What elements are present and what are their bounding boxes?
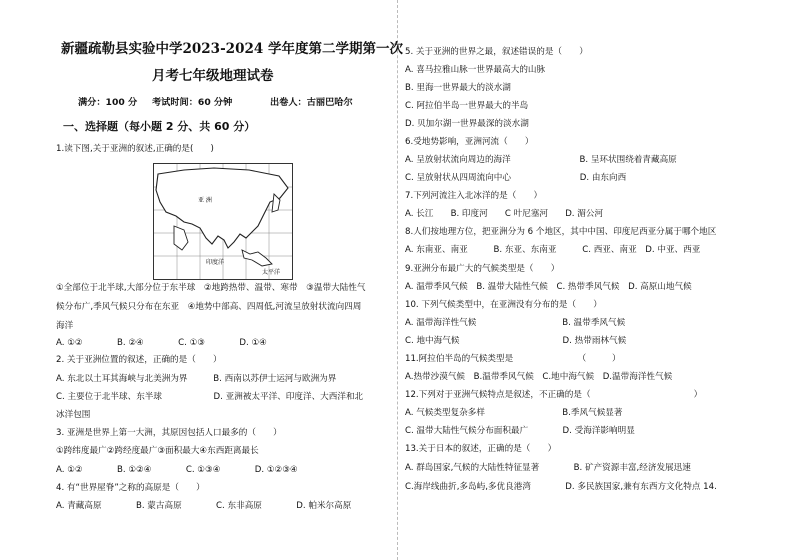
left-line: A. ①② B. ②④ C. ①③ D. ①④ <box>56 338 267 348</box>
exam-time: 考试时间：60 分钟 <box>152 97 233 108</box>
left-line: 候分布广,季风气候只分布在东亚 ④地势中部高、四周低,河流呈放射状流向四周 <box>56 302 362 312</box>
right-line: C. 温带大陆性气候分布面积最广 D. 受海洋影响明显 <box>405 426 635 436</box>
map-label-indian-ocean: 印度洋 <box>206 259 225 266</box>
right-line: 13.关于日本的叙述，正确的是（ ） <box>405 444 557 454</box>
left-line: ①跨纬度最广②跨经度最广③面积最大④东西距离最长 <box>56 446 259 456</box>
left-line: 冰洋包围 <box>56 410 91 420</box>
right-line: 11.阿拉伯半岛的气候类型是 （ ） <box>405 354 621 364</box>
left-line: 2. 关于亚洲位置的叙述，正确的是（ ） <box>56 355 222 365</box>
right-line: A. 群岛国家,气候的大陆性特征显著 B. 矿产资源丰富,经济发展迅速 <box>405 463 691 473</box>
left-line: A. 东北以土耳其海峡与北美洲为界 B. 西南以苏伊士运河与欧洲为界 <box>56 374 337 384</box>
section-title: 一、选择题（每小题 2 分、共 60 分） <box>63 120 256 133</box>
right-line: 6.受地势影响，亚洲河流（ ） <box>405 137 534 147</box>
right-line: 5. 关于亚洲的世界之最，叙述错误的是（ ） <box>405 47 588 57</box>
asia-map <box>153 163 293 280</box>
right-line: A. 呈放射状流向周边的海洋 B. 呈环状围绕着青藏高原 <box>405 155 677 165</box>
left-line: C. 主要位于北半球、东半球 D. 亚洲被太平洋、印度洋、大西洋和北 <box>56 392 364 402</box>
left-line: A. 青藏高原 B. 蒙古高原 C. 东非高原 D. 帕米尔高原 <box>56 501 352 511</box>
exam-title-line2: 月考七年级地理试卷 <box>152 68 274 84</box>
left-line: A. ①② B. ①②④ C. ①③④ D. ①②③④ <box>56 465 298 475</box>
column-divider <box>397 0 399 560</box>
right-line: C.海岸线曲折,多岛屿,多优良港湾 D. 多民族国家,兼有东西方文化特点 14. <box>405 482 717 492</box>
exam-title-line1: 新疆疏勒县实验中学2023-2024 学年度第二学期第一次 <box>61 41 403 57</box>
right-line: D. 贝加尔湖一世界最深的淡水湖 <box>405 119 529 129</box>
right-line: 9.亚洲分布最广大的气候类型是（ ） <box>405 264 560 274</box>
map-label-pacific: 太平洋 <box>262 269 281 276</box>
exam-score: 满分：100 分 <box>78 97 138 108</box>
right-line: C. 地中海气候 D. 热带雨林气候 <box>405 336 627 346</box>
right-line: C. 阿拉伯半岛一世界最大的半岛 <box>405 101 529 111</box>
right-line: 8.人们按地理方位，把亚洲分为 6 个地区，其中中国、印度尼西亚分属于哪个地区 <box>405 227 717 237</box>
right-line: 7.下列河流注入北冰洋的是（ ） <box>405 191 543 201</box>
right-line: A. 温带海洋性气候 B. 温带季风气候 <box>405 318 626 328</box>
left-line: ①全部位于北半球,大部分位于东半球 ②地跨热带、温带、寒带 ③温带大陆性气 <box>56 283 366 293</box>
right-line: 10. 下列气候类型中，在亚洲没有分布的是（ ） <box>405 300 602 310</box>
right-line: B. 里海一世界最大的淡水湖 <box>405 83 511 93</box>
left-line: 3. 亚洲是世界上第一大洲，其原因包括人口最多的（ ） <box>56 428 282 438</box>
left-line: 4. 有“世界屋脊”之称的高原是（ ） <box>56 483 205 493</box>
exam-author: 出卷人：古丽巴哈尔 <box>270 97 353 108</box>
right-line: A. 东南亚、南亚 B. 东亚、东南亚 C. 西亚、南亚 D. 中亚、西亚 <box>405 245 701 255</box>
right-line: C. 呈放射状从四周流向中心 D. 由东向西 <box>405 173 627 183</box>
left-line: 海洋 <box>56 321 74 331</box>
right-line: A. 温带季风气候 B. 温带大陆性气候 C. 热带季风气候 D. 高原山地气候 <box>405 282 692 292</box>
right-line: 12.下列对于亚洲气候特点是叙述，不正确的是（ ） <box>405 390 703 400</box>
left-line: 1.读下图,关于亚洲的叙述,正确的是( ) <box>56 144 214 154</box>
right-line: A. 气候类型复杂多样 B.季风气候显著 <box>405 408 623 418</box>
right-line: A. 喜马拉雅山脉一世界最高大的山脉 <box>405 65 546 75</box>
right-line: A.热带沙漠气候 B.温带季风气候 C.地中海气候 D.温带海洋性气候 <box>405 372 673 382</box>
right-line: A. 长江 B. 印度河 C 叶尼塞河 D. 湄公河 <box>405 209 604 219</box>
map-label-asia: 亚 洲 <box>198 197 212 204</box>
